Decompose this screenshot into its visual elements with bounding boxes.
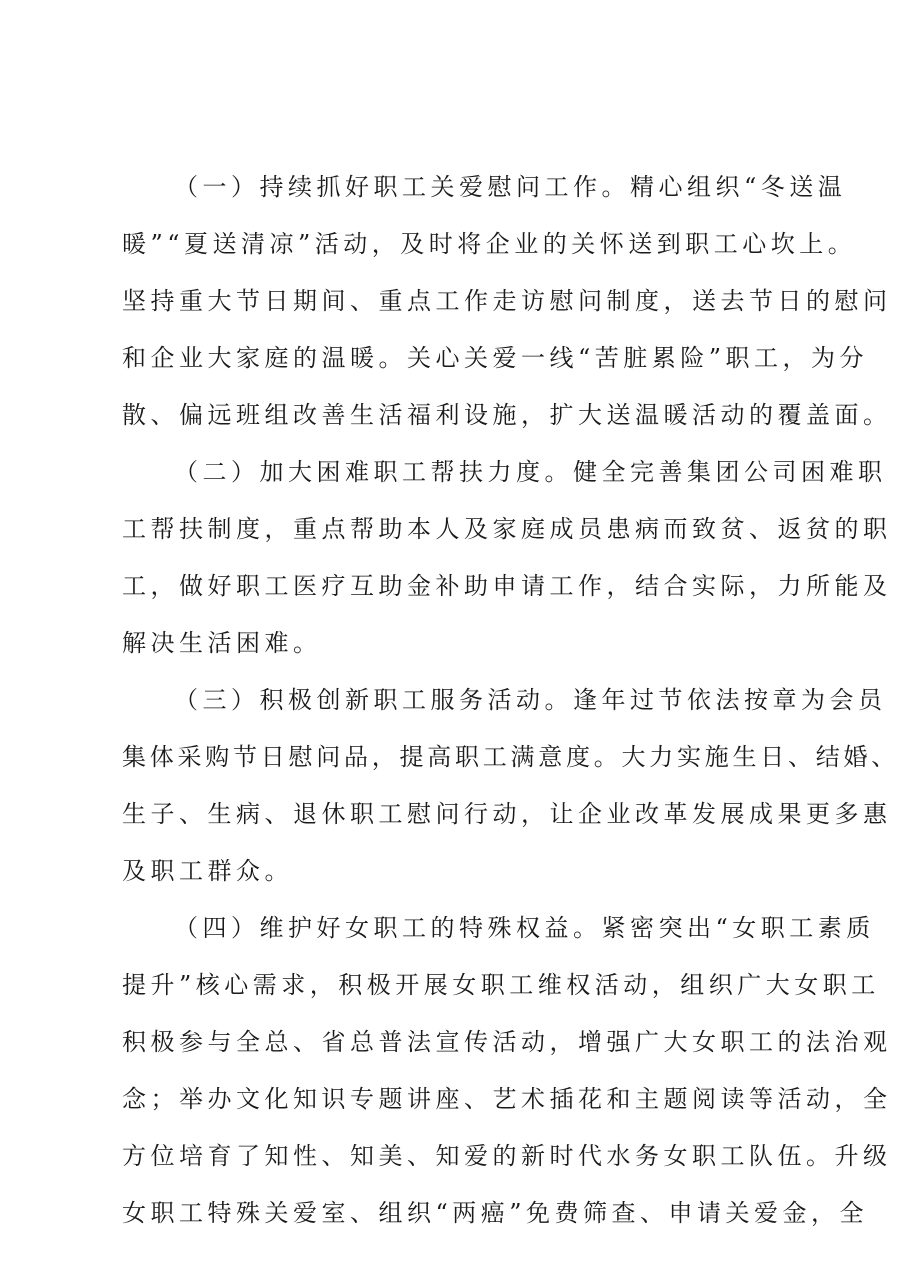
paragraph-3-line-3: 生子、生病、退休职工慰问行动，让企业改革发展成果更多惠 — [122, 800, 892, 828]
paragraph-4-line-2: 提升”核心需求，积极开展女职工维权活动，组织广大女职工 — [122, 971, 880, 999]
paragraph-2-line-3: 工，做好职工医疗互助金补助申请工作，结合实际，力所能及 — [122, 572, 892, 600]
paragraph-1-line-2: 暖”“夏送清凉”活动，及时将企业的关怀送到职工心坎上。 — [122, 230, 857, 258]
paragraph-2-line-2: 工帮扶制度，重点帮助本人及家庭成员患病而致贫、返贫的职 — [122, 515, 892, 543]
paragraph-2-line-1: （二）加大困难职工帮扶力度。健全完善集团公司困难职 — [174, 458, 887, 486]
paragraph-3-line-1: （三）积极创新职工服务活动。逢年过节依法按章为会员 — [174, 686, 887, 714]
paragraph-4-line-5: 方位培育了知性、知美、知爱的新时代水务女职工队伍。升级 — [122, 1142, 892, 1170]
paragraph-1-line-5: 散、偏远班组改善生活福利设施，扩大送温暖活动的覆盖面。 — [122, 401, 892, 429]
paragraph-4-line-1: （四）维护好女职工的特殊权益。紧密突出“女职工素质 — [174, 914, 875, 942]
paragraph-1-line-4: 和企业大家庭的温暖。关心关爱一线“苦脏累险”职工，为分 — [122, 344, 869, 372]
paragraph-4-line-4: 念；举办文化知识专题讲座、艺术插花和主题阅读等活动，全 — [122, 1085, 892, 1113]
paragraph-2-line-4: 解决生活困难。 — [122, 629, 322, 657]
paragraph-1-line-1: （一）持续抓好职工关爱慰问工作。精心组织“冬送温 — [174, 173, 847, 201]
paragraph-4-line-3: 积极参与全总、省总普法宣传活动，增强广大女职工的法治观 — [122, 1028, 892, 1056]
paragraph-4-line-6: 女职工特殊关爱室、组织“两癌”免费筛查、申请关爱金，全 — [122, 1199, 869, 1227]
paragraph-3-line-4: 及职工群众。 — [122, 857, 293, 885]
paragraph-1-line-3: 坚持重大节日期间、重点工作走访慰问制度，送去节日的慰问 — [122, 287, 892, 315]
paragraph-3-line-2: 集体采购节日慰问品，提高职工满意度。大力实施生日、结婚、 — [122, 743, 899, 771]
